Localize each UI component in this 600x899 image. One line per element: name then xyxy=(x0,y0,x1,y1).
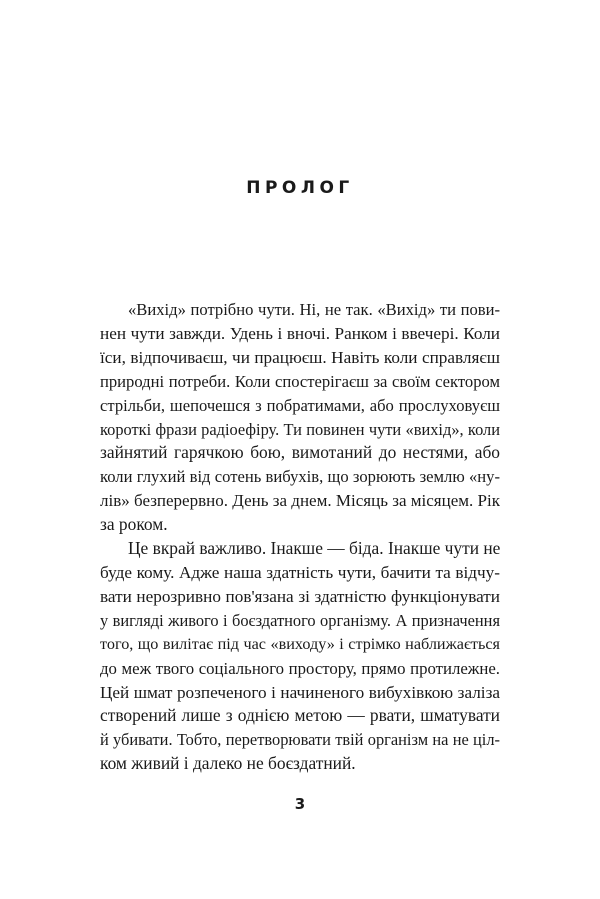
text-line: зайнятий гарячкою бою, вимотаний до нестями, або xyxy=(100,442,500,463)
text-line: у вигляді живого і боєздатного організму. А призначення xyxy=(100,610,500,630)
text-line: лів» безперервно. День за днем. Місяць за місяцем. Рік xyxy=(100,491,500,511)
text-line: вати нерозривно пов'язана зі здатністю функціонувати xyxy=(100,586,500,606)
text-line: їси, відпочиваєш, чи працюєш. Навіть коли справляєш xyxy=(100,347,500,367)
text-line: й убивати. Тобто, перетворювати твій організм на не ціл- xyxy=(100,730,500,750)
text-line: короткі фрази радіоефіру. Ти повинен чути «вихід», коли xyxy=(100,419,500,439)
text-line: Цей шмат розпеченого і начиненого вибухівкою заліза xyxy=(100,682,500,702)
text-line: природні потреби. Коли спостерігаєш за своїм сектором xyxy=(100,371,500,391)
chapter-title: ПРОЛОГ xyxy=(246,178,354,198)
text-line: того, що вилітає під час «виходу» і стрімко наближається xyxy=(100,634,500,653)
text-line: створений лише з однією метою — рвати, шматувати xyxy=(100,705,500,726)
text-line: коли глухий від сотень вибухів, що зорюють землю «ну- xyxy=(100,467,500,487)
text-line: «Вихід» потрібно чути. Ні, не так. «Вихід» ти пови- xyxy=(128,300,500,319)
text-line: буде кому. Адже наша здатність чути, бачити та відчу- xyxy=(100,562,500,582)
text-line: нен чути завжди. Удень і вночі. Ранком і ввечері. Коли xyxy=(100,323,500,343)
paragraph-1 xyxy=(100,298,500,537)
body-text xyxy=(100,298,500,776)
text-line: до меж твого соціального простору, прямо протилежне. xyxy=(100,658,500,678)
page-number: 3 xyxy=(294,795,306,813)
text-line: ком живий і далеко не боєздатний. xyxy=(100,753,356,774)
text-line: за роком. xyxy=(100,514,168,535)
paragraph-2 xyxy=(100,537,500,776)
text-line: стрільби, шепочешся з побратимами, або прослуховуєш xyxy=(100,395,500,415)
text-line: Це вкрай важливо. Інакше — біда. Інакше чути не xyxy=(128,538,500,559)
